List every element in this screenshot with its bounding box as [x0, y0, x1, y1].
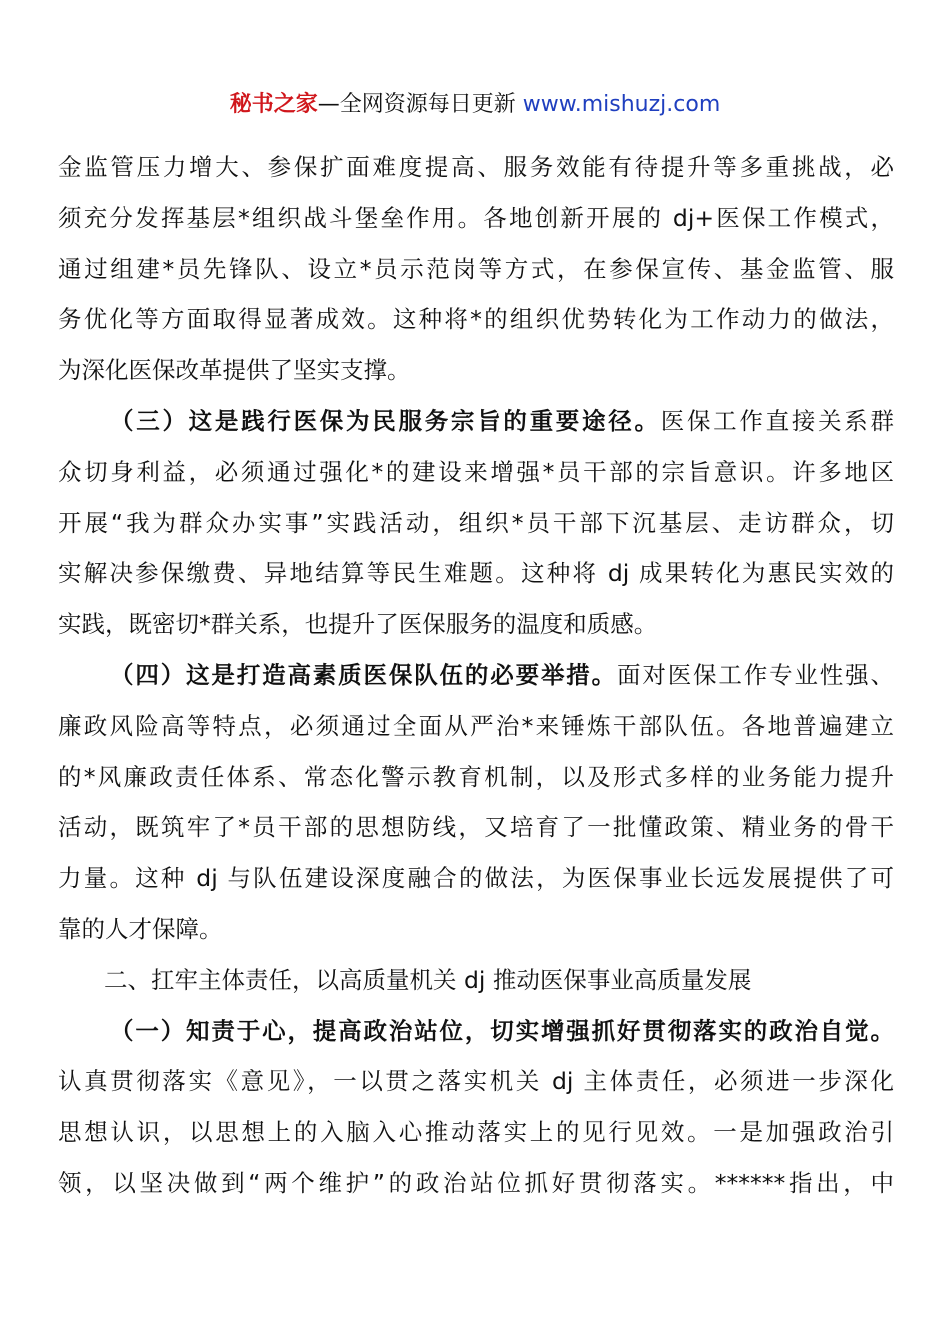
section-heading-line [58, 396, 894, 447]
line-text: 众切身利益，必须通过强化*的建设来增强*员干部的宗旨意识。许多地区 [58, 457, 894, 486]
line-text: 靠的人才保障。 [58, 914, 223, 943]
body-line [58, 599, 894, 650]
line-text: 活动，既筑牢了*员干部的思想防线，又培育了一批懂政策、精业务的骨干 [58, 813, 894, 842]
body-line [58, 904, 894, 955]
body-line [58, 701, 894, 752]
body-line [58, 853, 894, 904]
site-tagline: 全网资源每日更新 [339, 92, 516, 117]
site-header [0, 88, 950, 122]
body-line [58, 548, 894, 599]
section-heading: （四）这是打造高素质医保队伍的必要举措。 [110, 660, 617, 689]
line-text: 领，以坚决做到“两个维护”的政治站位抓好贯彻落实。******指出，中 [58, 1168, 894, 1197]
body-line [58, 498, 894, 549]
line-text: 廉政风险高等特点，必须通过全面从严治*来锤炼干部队伍。各地普遍建立 [58, 711, 894, 740]
site-brand[interactable]: 秘书之家 [229, 92, 318, 117]
line-text: 二、扛牢主体责任，以高质量机关 dj 推动医保事业高质量发展 [104, 965, 752, 994]
line-text: 实践，既密切*群关系，也提升了医保服务的温度和质感。 [58, 610, 658, 639]
line-text: 的*风廉政责任体系、常态化警示教育机制，以及形式多样的业务能力提升 [58, 762, 894, 791]
line-text: 实解决参保缴费、异地结算等民生难题。这种将 dj 成果转化为惠民实效的 [58, 559, 894, 588]
body-line [58, 345, 894, 396]
line-text: 思想认识，以思想上的入脑入心推动落实上的见行见效。一是加强政治引 [58, 1118, 894, 1147]
header-separator: — [317, 92, 340, 117]
section-heading: （三）这是践行医保为民服务宗旨的重要途径。 [110, 406, 661, 435]
line-text: 力量。这种 dj 与队伍建设深度融合的做法，为医保事业长远发展提供了可 [58, 864, 894, 893]
body-line [58, 244, 894, 295]
body-line [58, 1056, 894, 1107]
body-line [58, 752, 894, 803]
section-heading-line [58, 650, 894, 701]
document-body [58, 142, 894, 1209]
line-text: 金监管压力增大、参保扩面难度提高、服务效能有待提升等多重挑战，必 [58, 153, 894, 181]
line-text: 认真贯彻落实《意见》，一以贯之落实机关 dj 主体责任，必须进一步深化 [58, 1067, 894, 1096]
line-text: 医保工作直接关系群 [660, 406, 894, 435]
body-line [58, 294, 894, 345]
body-line [58, 193, 894, 244]
body-line [58, 142, 894, 193]
line-text: 须充分发挥基层*组织战斗堡垒作用。各地创新开展的 dj+医保工作模式， [58, 203, 894, 232]
line-text: 务优化等方面取得显著成效。这种将*的组织优势转化为工作动力的做法， [58, 305, 894, 334]
chapter-heading [58, 955, 894, 1006]
section-heading-line [58, 1006, 894, 1057]
line-text: 为深化医保改革提供了坚实支撑。 [58, 356, 411, 385]
site-url-link[interactable]: www.mishuzj.com [522, 92, 721, 117]
body-line [58, 1107, 894, 1158]
line-text: 面对医保工作专业性强、 [617, 660, 894, 689]
section-heading: （一）知责于心，提高政治站位，切实增强抓好贯彻落实的政治自觉。 [110, 1016, 894, 1045]
line-text: 开展“我为群众办实事”实践活动，组织*员干部下沉基层、走访群众，切 [58, 508, 894, 537]
body-line [58, 1158, 894, 1209]
line-text: 通过组建*员先锋队、设立*员示范岗等方式，在参保宣传、基金监管、服 [58, 254, 894, 283]
body-line [58, 447, 894, 498]
body-line [58, 802, 894, 853]
